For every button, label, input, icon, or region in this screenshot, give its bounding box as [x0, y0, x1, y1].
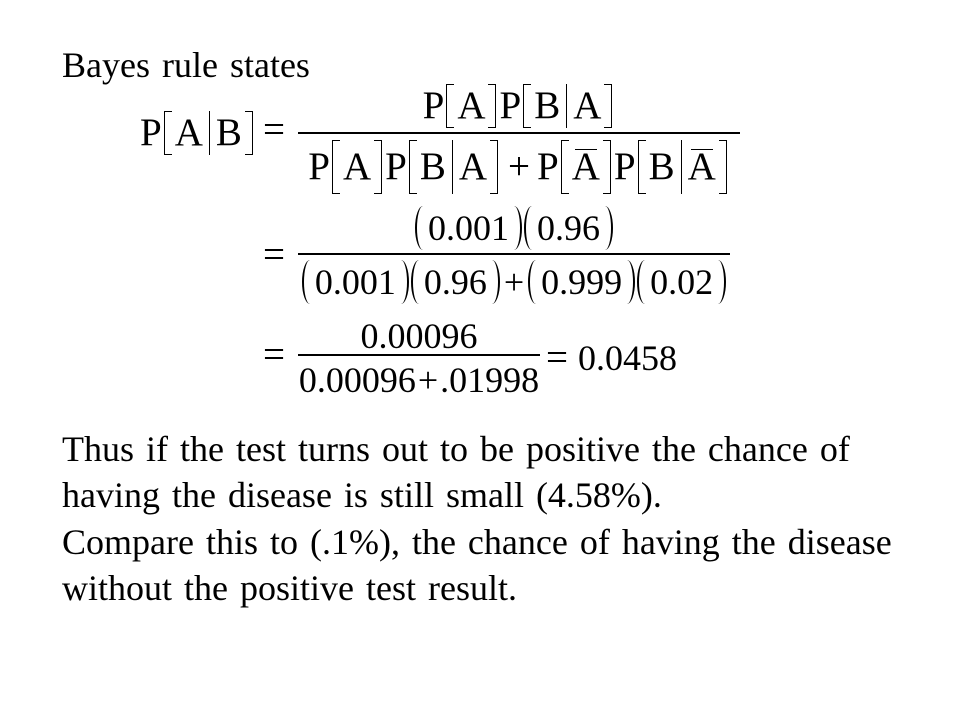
given-bar: [452, 140, 453, 194]
bracket-group: [638, 140, 727, 194]
conclusion-line: without the positive test result.: [62, 568, 517, 608]
bracket-group: [561, 140, 611, 194]
heading: Bayes rule states: [62, 45, 310, 85]
number: 0.96: [537, 208, 600, 248]
result-fraction: [298, 315, 540, 400]
equals-sign: =: [263, 333, 285, 376]
bayes-lhs: [140, 110, 256, 156]
fraction-bar: [298, 132, 740, 134]
given-symbol: A: [458, 145, 487, 188]
event-symbol: A: [342, 145, 372, 188]
paren-group: [411, 260, 500, 304]
bayes-numerator: [298, 82, 740, 130]
bayes-denominator: [298, 138, 740, 196]
prob-symbol: P: [308, 145, 330, 188]
event-symbol: B: [419, 145, 446, 188]
plus-sign: +: [503, 262, 525, 302]
plus-sign: +: [417, 360, 439, 400]
given-symbol: B: [215, 111, 242, 154]
number: .01998: [440, 360, 540, 400]
bracket-group: [523, 84, 612, 128]
plus-sign: +: [508, 145, 530, 188]
number: 0.00096: [360, 315, 478, 356]
complement-given-symbol: A: [687, 145, 716, 188]
complement-event-symbol: A: [571, 145, 600, 188]
fraction-bar: [298, 253, 730, 255]
bracket-group: [409, 140, 498, 194]
event-symbol: A: [174, 111, 203, 154]
given-symbol: A: [573, 84, 602, 127]
substituted-denominator: [298, 259, 730, 305]
conclusion-line: having the disease is still small (4.58%).: [62, 475, 662, 515]
number: 0.001: [428, 208, 509, 248]
paren-group: [524, 206, 613, 250]
event-symbol: B: [648, 145, 675, 188]
paren-group: [637, 260, 726, 304]
substituted-numerator: [298, 205, 730, 251]
event-symbol: A: [457, 84, 486, 127]
number: 0.001: [314, 262, 396, 302]
paren-group: [528, 260, 635, 304]
bracket-group: [164, 111, 253, 155]
conclusion-line: Compare this to (.1%), the chance of having the disease: [62, 522, 892, 562]
equals-sign: =: [263, 108, 285, 151]
prob-symbol: P: [499, 84, 522, 127]
prob-symbol: P: [422, 84, 445, 127]
number: 0.96: [423, 262, 487, 302]
bayes-fraction: [298, 82, 740, 196]
conclusion-line: Thus if the test turns out to be positive the chance of: [62, 429, 850, 469]
prob-symbol: P: [140, 111, 162, 154]
substituted-fraction: [298, 205, 730, 305]
number: 0.999: [541, 262, 623, 302]
equals-sign: =: [263, 233, 285, 276]
bracket-group: [332, 140, 382, 194]
paren-group: [415, 206, 522, 250]
event-symbol: B: [534, 84, 561, 127]
given-bar: [209, 111, 210, 155]
number: 0.00096: [298, 360, 416, 400]
given-bar: [566, 84, 567, 128]
number: 0.02: [650, 262, 714, 302]
result-numerator: [298, 315, 540, 356]
equals-sign: =: [546, 336, 568, 379]
paren-group: [302, 260, 409, 304]
result-value: 0.0458: [578, 338, 677, 378]
fraction-bar: [298, 354, 540, 356]
prob-symbol: P: [537, 145, 559, 188]
result-value-group: [546, 336, 677, 380]
bracket-group: [446, 84, 496, 128]
prob-symbol: P: [613, 145, 636, 188]
prob-symbol: P: [385, 145, 407, 188]
result-denominator: [298, 362, 540, 398]
given-bar: [681, 140, 682, 194]
